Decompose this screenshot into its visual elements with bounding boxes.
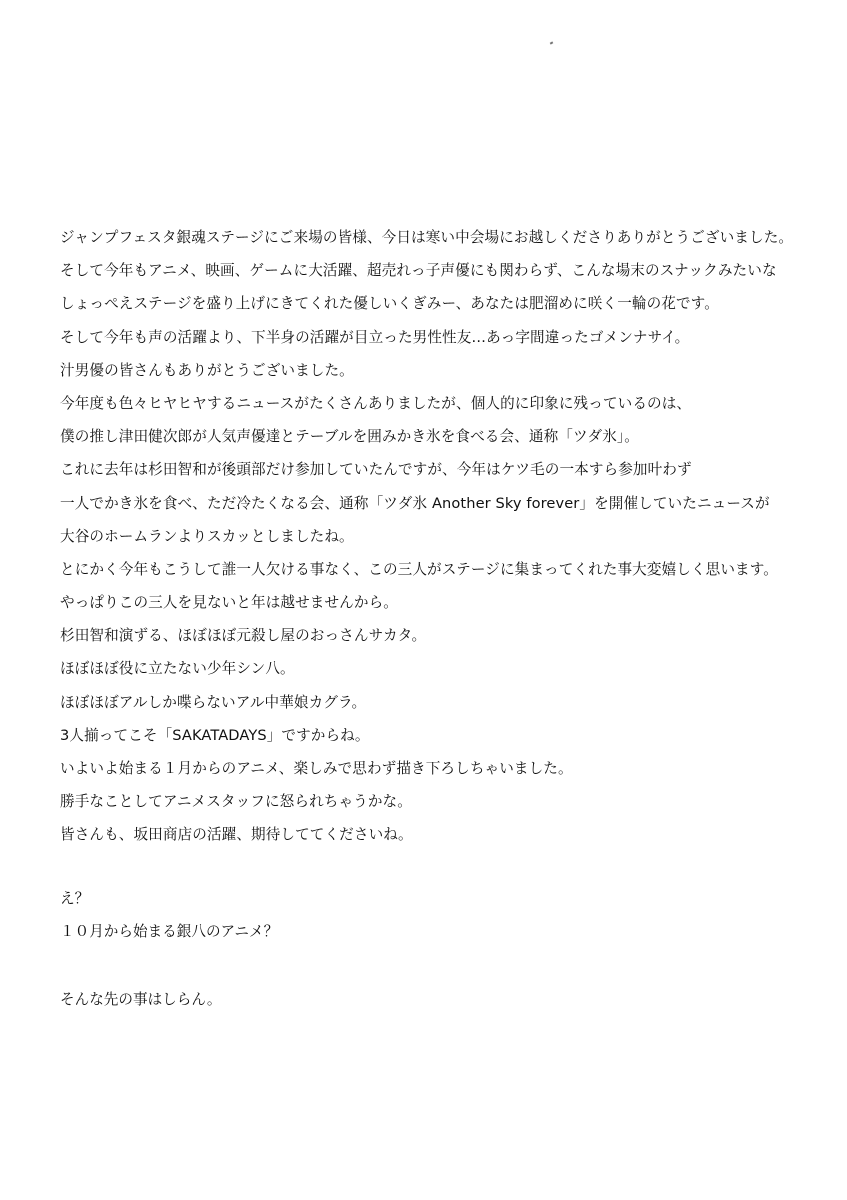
paragraph-line: ほぼほぼアルしか喋らないアル中華娘カグラ。: [60, 693, 367, 711]
paragraph-line: 杉田智和演ずる、ほぼほぼ元殺し屋のおっさんサカタ。: [60, 627, 427, 645]
paragraph-line: 一人でかき氷を食べ、ただ冷たくなる会、通称「ツダ氷 Another Sky forever」を開催していたニュースが: [60, 494, 770, 512]
paragraph-line: 僕の推し津田健次郎が人気声優達とテーブルを囲みかき氷を食べる会、通称「ツダ氷」。: [60, 428, 639, 446]
paragraph-line: ジャンプフェスタ銀魂ステージにご来場の皆様、今日は寒い中会場にお越しくださりありがとうございました。: [60, 229, 794, 246]
afterword-line: １０月から始まる銀八のアニメ？: [60, 923, 279, 940]
afterword-line: え？: [60, 890, 90, 907]
afterword-line: そんな先の事はしらん。: [60, 991, 222, 1008]
paragraph-line: ほぼほぼ役に立たない少年シン八。: [60, 660, 295, 678]
stray-mark: [550, 41, 554, 44]
paragraph-line: そして今年も声の活躍より、下半身の活躍が目立った男性性友…あっ字間違ったゴメンナサイ。: [60, 328, 690, 346]
paragraph-line: 皆さんも、坂田商店の活躍、期待しててくださいね。: [60, 826, 413, 844]
paragraph-line: しょっぺえステージを盛り上げにきてくれた優しいくぎみー、あなたは肥溜めに咲く一輪の花です。: [60, 295, 719, 313]
paragraph-line: やっぱりこの三人を見ないと年は越せませんから。: [60, 594, 398, 612]
paragraph-line: そして今年もアニメ、映画、ゲームに大活躍、超売れっ子声優にも関わらず、こんな場末のスナックみたいな: [60, 262, 777, 280]
paragraph-line: いよいよ始まる１月からのアニメ、楽しみで思わず描き下ろしちゃいました。: [60, 760, 573, 777]
message-body: [60, 228, 830, 859]
paragraph-line: 汁男優の皆さんもありがとうございました。: [60, 361, 354, 379]
paragraph-line: 勝手なことしてアニメスタッフに怒られちゃうかな。: [60, 793, 412, 811]
paragraph-line: これに去年は杉田智和が後頭部だけ参加していたんですが、今年はケツ毛の一本すら参加叶わず: [60, 461, 692, 479]
paragraph-line: 大谷のホームランよりスカッとしましたね。: [60, 527, 354, 545]
paragraph-line: 今年度も色々ヒヤヒヤするニュースがたくさんありましたが、個人的に印象に残っているのは、: [60, 394, 692, 412]
paragraph-line: とにかく今年もこうして誰一人欠ける事なく、この三人がステージに集まってくれた事大変嬉しく思います。: [60, 560, 778, 578]
paragraph-line: 3人揃ってこそ「SAKATADAYS」ですからね。: [60, 726, 370, 744]
